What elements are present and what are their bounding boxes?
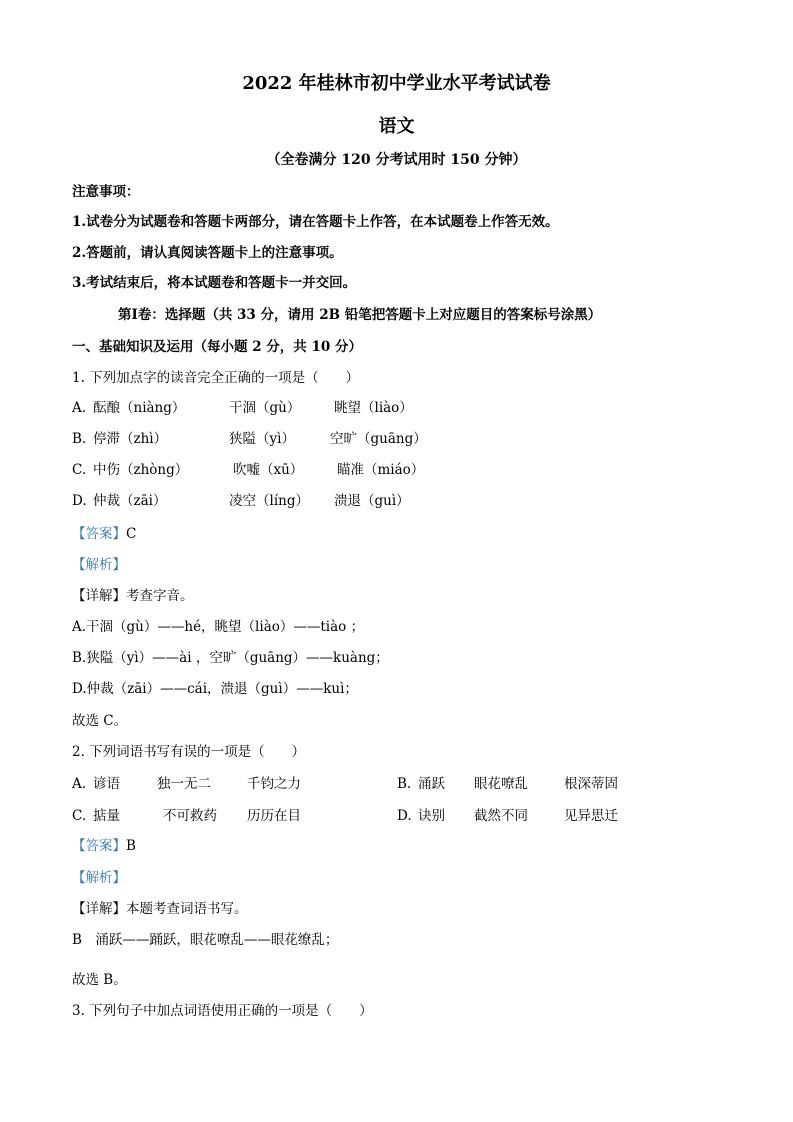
option-word: 掂量 [93, 808, 120, 824]
detail-heading: 【详解】考查字音。 [72, 588, 194, 604]
answer-tag: 【答案】 [72, 526, 126, 542]
option-word: 凌空（líng） [229, 493, 309, 509]
volume-heading: 第Ⅰ卷：选择题（共 33 分，请用 2B 铅笔把答题卡上对应题目的答案标号涂黑） [118, 307, 602, 323]
option-word: 诀别 [418, 808, 445, 824]
option-word: 历历在目 [247, 808, 301, 824]
option-word: 涌跃 [418, 776, 445, 792]
option-label: D. [397, 808, 412, 824]
question-2-stem: 2. 下列词语书写有误的一项是（ ） [72, 744, 306, 760]
exam-subtitle: （全卷满分 120 分考试用时 150 分钟） [266, 152, 527, 168]
option-word: 谚语 [93, 776, 120, 792]
option-label: A. [72, 400, 87, 416]
option-word: 干涸（gù） [229, 400, 301, 416]
section-heading: 一、基础知识及运用（每小题 2 分，共 10 分） [72, 339, 362, 355]
question-2-answer [72, 836, 136, 856]
notice-heading: 注意事项： [72, 184, 140, 200]
option-word: 仲裁（zāi） [93, 493, 167, 509]
option-label: B. [72, 431, 87, 447]
option-word: 吹嘘（xū） [233, 462, 304, 478]
explanation-line: D.仲裁（zāi）——cái，溃退（guì）——kuì； [72, 681, 358, 697]
notice-item: 1.试卷分为试题卷和答题卡两部分，请在答题卡上作答，在本试题卷上作答无效。 [72, 214, 559, 230]
detail-heading: 【详解】本题考查词语书写。 [72, 901, 248, 917]
option-word: 停滞（zhì） [93, 431, 168, 447]
conclusion: 故选 B。 [72, 972, 127, 988]
option-word: 不可救药 [163, 808, 217, 824]
option-label: B. [397, 776, 412, 792]
option-word: 酝酿（niàng） [93, 400, 186, 416]
option-word: 截然不同 [474, 808, 528, 824]
option-word: 中伤（zhòng） [93, 462, 189, 478]
notice-item: 2.答题前，请认真阅读答题卡上的注意事项。 [72, 245, 343, 261]
option-label: C. [72, 462, 87, 478]
answer-tag: 【答案】 [72, 838, 126, 854]
option-word: 溃退（guì） [334, 493, 410, 509]
option-word: 瞄准（miáo） [337, 462, 425, 478]
explanation-line: B 涌跃——踊跃，眼花嘹乱——眼花缭乱； [72, 932, 339, 948]
question-1-stem: 1. 下列加点字的读音完全正确的一项是（ ） [72, 370, 360, 386]
option-word: 空旷（guāng） [330, 431, 427, 447]
explanation-line: A.干涸（gù）——hé，眺望（liào）——tiào ； [72, 619, 365, 635]
option-word: 独一无二 [157, 776, 211, 792]
option-word: 千钧之力 [247, 776, 301, 792]
option-word: 狭隘（yì） [229, 431, 295, 447]
analysis-tag: 【解析】 [72, 870, 126, 886]
exam-title: 2022 年桂林市初中学业水平考试试卷 [242, 73, 551, 94]
answer-value: C [126, 526, 137, 542]
option-label: C. [72, 808, 87, 824]
notice-item: 3.考试结束后，将本试题卷和答题卡一并交回。 [72, 275, 357, 291]
explanation-line: B.狭隘（yì）——ài ，空旷（guāng）——kuàng； [72, 650, 389, 666]
option-word: 根深蒂固 [564, 776, 618, 792]
analysis-tag: 【解析】 [72, 557, 126, 573]
subject-title: 语文 [378, 116, 415, 137]
option-label: A. [72, 776, 87, 792]
option-word: 眺望（liào） [334, 400, 413, 416]
option-word: 眼花嘹乱 [474, 776, 528, 792]
answer-value: B [126, 838, 136, 854]
conclusion: 故选 C。 [72, 713, 128, 729]
question-3-stem: 3. 下列句子中加点词语使用正确的一项是（ ） [72, 1003, 373, 1019]
option-label: D. [72, 493, 87, 509]
option-word: 见异思迁 [564, 808, 618, 824]
question-1-answer [72, 524, 136, 544]
